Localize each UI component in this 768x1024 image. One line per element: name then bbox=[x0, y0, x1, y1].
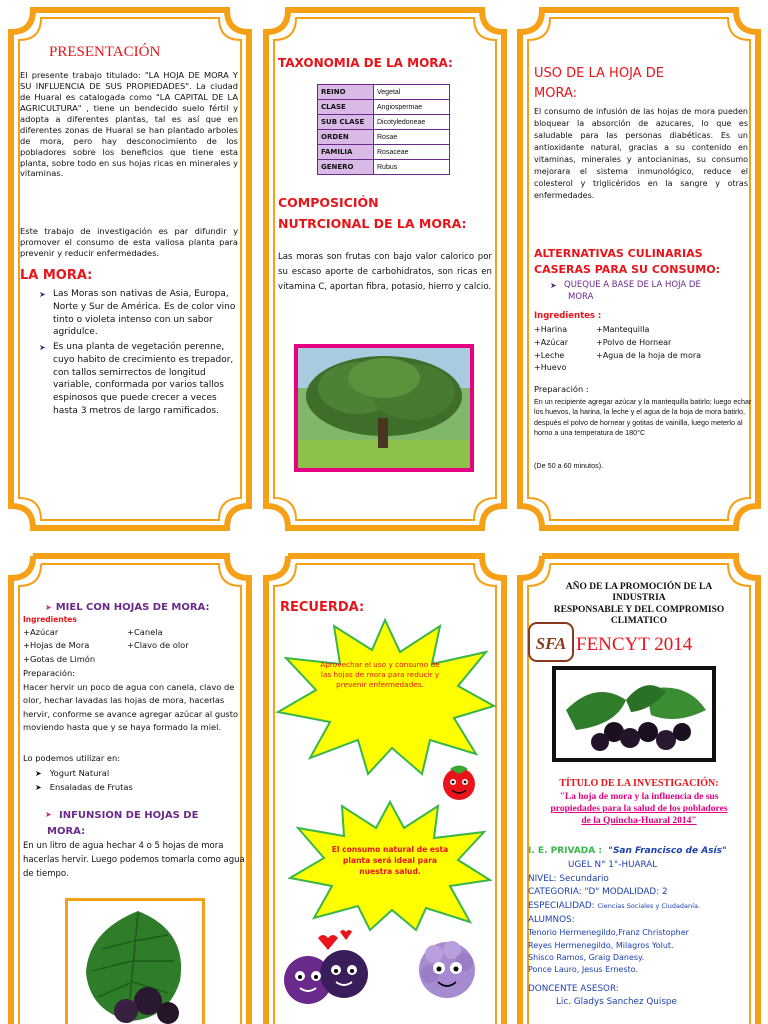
miel-uses-list bbox=[35, 767, 133, 794]
infusion-title: ➤ INFUNSION DE HOJAS DE MORA: bbox=[45, 810, 199, 837]
year-motto: AÑO DE LA PROMOCIÓN DE LA INDUSTRIA RESPONSABLE Y DEL COMPROMISO CLIMATICO bbox=[553, 582, 725, 627]
arrow-bullet-icon: ➤ bbox=[39, 290, 46, 299]
fencyt-title: FENCYT 2014 bbox=[576, 634, 693, 655]
grape-character-icon bbox=[412, 928, 482, 1012]
queque-heading: ➤ QUEQUE A BASE DE LA HOJA DE MORA bbox=[550, 280, 701, 302]
miel-title: ➤ MIEL CON HOJAS DE MORA: bbox=[45, 602, 210, 613]
miel-preparacion-label: Preparación: bbox=[23, 668, 76, 678]
ie-line: I. E. PRIVADA : "San Francisco de Asís" bbox=[528, 846, 727, 856]
raspberry-icon bbox=[438, 760, 480, 802]
credits: UGEL N° 1°-HUARAL NIVEL: Secundario CATEGORIA: "D" MODALIDAD: 2 ESPECIALIDAD: Ciencias Sociales y Ciudadanía. ALUMNOS: Tenorio Hermenegildo,Franz Christopher Reyes Hermenegildo, Milagros Yolut. Shisco Ramos, Graig Danesy. Ponce Lauro, Jesus Ernesto. DONCENTE ASESOR: Lic. Gladys Sanchez Quispe bbox=[528, 860, 701, 1008]
starburst-text-2: El consumo natural de esta planta será ideal para nuestra salud. bbox=[331, 845, 449, 876]
arrow-bullet-icon: ➤ bbox=[550, 281, 557, 290]
table-row: CLASE Angiospermae bbox=[318, 100, 450, 115]
composicion-title: COMPOSICIÓN NUTRCIONAL DE LA MORA: bbox=[278, 195, 467, 232]
list-item: +Huevo bbox=[534, 363, 567, 373]
preparacion-label: Preparación : bbox=[534, 384, 589, 394]
taxonomy-table bbox=[317, 84, 450, 175]
table-row: GENERO Rubus bbox=[318, 160, 450, 175]
list-item: +Azúcar +Polvo de Hornear bbox=[534, 337, 672, 347]
panel-taxonomia bbox=[260, 4, 510, 534]
starburst-shape bbox=[272, 618, 498, 776]
list-item: ➤ Yogurt Natural bbox=[35, 768, 110, 778]
list-item: ➤ Las Moras son nativas de Asia, Europa, Norte y Sur de América. Es de color vino tinto o violeta intenso con un sabor agridulce. bbox=[39, 289, 236, 338]
preparacion-time: (De 50 a 60 minutos). bbox=[534, 461, 604, 470]
preparacion-text: En un recipiente agregar azúcar y la mantequilla batirlo; luego echar los huevos, la harina, la leche y el agua de la hoja de mora batirlo, después el polvo de hornear y gotitas de vainilla, luego meterlo al horno a una temperatura de 180°C bbox=[534, 397, 752, 438]
list-item: +Azúcar +Canela bbox=[23, 627, 163, 637]
taxonomia-title: TAXONOMIA DE LA MORA: bbox=[278, 56, 453, 70]
presentacion-text-2: Este trabajo de investigación es par difundir y promover el consumo de esta valiosa planta para prevenir y reducir enfermedades. bbox=[20, 226, 238, 258]
panel-presentacion bbox=[5, 4, 255, 534]
table-row: ORDEN Rosae bbox=[318, 130, 450, 145]
arrow-bullet-icon: ➤ bbox=[39, 343, 46, 353]
investigacion-title: "La hoja de mora y la influencia de sus propiedades para la salud de los pobladores de la Quincha-Huaral 2014" bbox=[550, 792, 728, 826]
list-item: +Hojas de Mora +Clavo de olor bbox=[23, 640, 189, 651]
recuerda-title: RECUERDA: bbox=[280, 600, 365, 615]
uso-title: USO DE LA HOJA DE MORA: bbox=[534, 66, 664, 101]
uso-text: El consumo de infusión de las hojas de mora pueden bloquear la absorción de azucares, lo que es saludable para las personas diabéticas. Es un antioxidante natural, gracias a su contenido en vitaminas, minerales y antocianinas, su consumo mejorara el sistema inmunológico, reduce el colesterol y triglicéridos en la sangre y otras enfermedades. bbox=[534, 107, 748, 200]
arrow-bullet-icon: ➤ bbox=[45, 810, 52, 819]
arrow-bullet-icon: ➤ bbox=[45, 603, 52, 612]
list-item: ➤ Ensaladas de Frutas bbox=[35, 781, 133, 792]
panel-miel bbox=[5, 550, 255, 1024]
presentacion-title: PRESENTACIÓN bbox=[49, 44, 161, 60]
composicion-text: Las moras son frutas con bajo valor calorico por su escaso aporte de carbohidratos, son ricas en vitamina C, aportan fibra, potasio, hierro y calcio. bbox=[278, 252, 492, 293]
alternativas-title: ALTERNATIVAS CULINARIAS CASERAS PARA SU CONSUMO: bbox=[534, 247, 721, 276]
ingredientes-label: Ingredientes : bbox=[534, 311, 602, 321]
panel-recuerda bbox=[260, 550, 510, 1024]
school-seal-logo bbox=[528, 622, 574, 662]
svg-text:SFA: SFA bbox=[535, 634, 567, 653]
blackberries-photo bbox=[552, 666, 716, 762]
miel-ingredients-list bbox=[23, 626, 237, 666]
miel-preparacion-text: Hacer hervir un poco de agua con canela, clavo de olor, hechar lavadas las hojas de mora, hacerlas hervir, conforme se avance agregar azúcar al gusto moviendo hasta que y se haya formado la miel. bbox=[23, 682, 239, 733]
arrow-head-icon: ➤ bbox=[35, 782, 42, 792]
miel-uses-label: Lo podemos utilizar en: bbox=[23, 753, 121, 763]
investigacion-label: TÍTULO DE LA INVESTIGACIÓN: bbox=[559, 778, 719, 789]
list-item: +Leche +Agua de la hoja de mora bbox=[534, 350, 702, 360]
starburst-text-1: Aprovechar el uso y consumo de las hojas de mora para reducir y prevenir enfermedades. bbox=[320, 660, 440, 690]
arrow-head-icon: ➤ bbox=[35, 769, 42, 778]
list-item: +Harina +Mantequilla bbox=[534, 325, 650, 334]
mulberry-leaf-photo bbox=[65, 898, 205, 1024]
panel-portada bbox=[514, 550, 764, 1024]
table-row: REINO Vegetal bbox=[318, 85, 450, 100]
infusion-text: En un litro de agua hechar 4 o 5 hojas de mora hacerlas hervir. Luego podemos tomarla como agua de tiempo. bbox=[23, 841, 245, 880]
miel-ingredientes-label: Ingredientes bbox=[23, 615, 77, 624]
la-mora-title: LA MORA: bbox=[20, 268, 93, 283]
ingredients-list bbox=[534, 324, 748, 375]
list-item: ➤ Es una planta de vegetación perenne, cuyo habito de crecimiento es trepador, con tallos semirrectos de longitud variable, conformada por varios tallos espinosos que puede crecer a veces hasta 3 metros de largo ramificados. bbox=[39, 342, 234, 416]
list-item: +Gotas de Limón bbox=[23, 653, 96, 664]
la-mora-list bbox=[39, 288, 239, 418]
table-row: SUB CLASE Dicotyledoneae bbox=[318, 115, 450, 130]
blackberry-couple-icon bbox=[278, 930, 378, 1012]
table-row: FAMILIA Rosaceae bbox=[318, 145, 450, 160]
panel-uso bbox=[514, 4, 764, 534]
mulberry-tree-photo bbox=[294, 344, 474, 472]
presentacion-text: El presente trabajo titulado: "LA HOJA DE MORA Y SU INFLUENCIA DE SUS PROPIEDADES". La ciudad de Huaral es catalogada como "LA CAPITAL DE LA AGRICULTURA" , tiene un bendecido suelo fértil y adopta a diferentes plantas, tal es así que en diferentes zonas de Huaral se han plantado arboles de mora, pero hay desconocimiento de los pobladores sobre los beneficios que tiene esta planta, sobre todo en sus hojas ricas en minerales y vitaminas. bbox=[20, 70, 238, 179]
